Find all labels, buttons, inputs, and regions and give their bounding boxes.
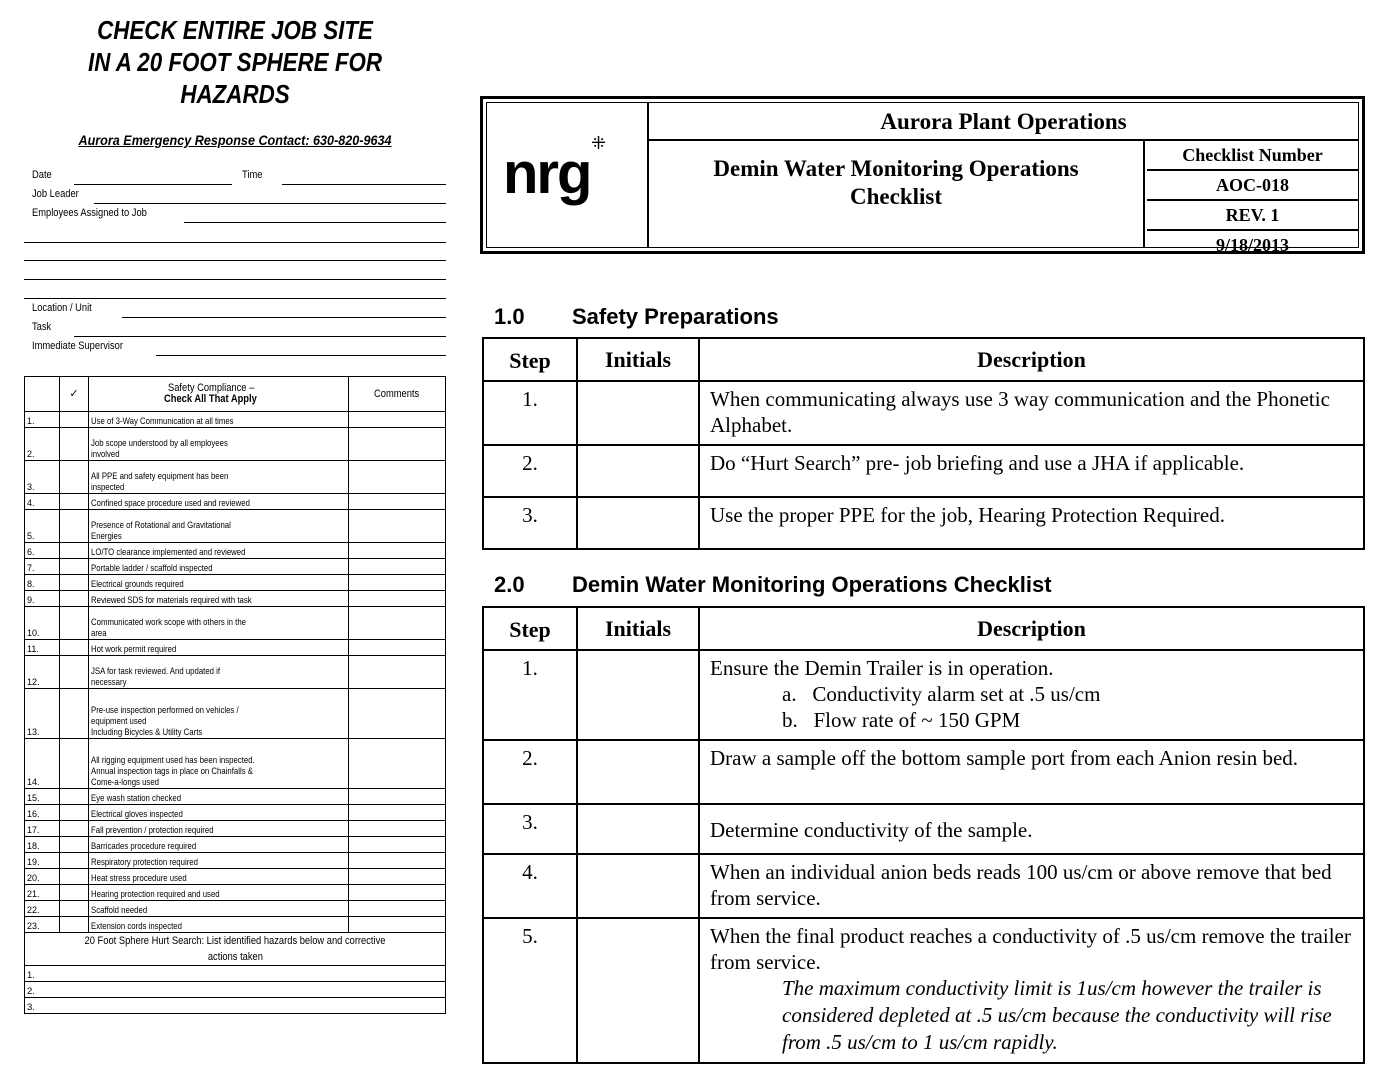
- table-row: 16. Electrical gloves inspected: [25, 805, 446, 821]
- section-1-title: 1.0 Safety Preparations: [494, 304, 779, 329]
- hazard-row[interactable]: 2.: [25, 982, 446, 998]
- location-field[interactable]: [122, 317, 446, 318]
- checkbox[interactable]: [60, 607, 89, 640]
- date-label: Date: [32, 169, 52, 181]
- table-row: 12. JSA for task reviewed. And updated if necessary: [25, 656, 446, 689]
- table-header: [25, 377, 446, 412]
- checklist-number: AOC-018: [1147, 171, 1358, 201]
- checkbox[interactable]: [60, 559, 89, 575]
- checkbox[interactable]: [60, 640, 89, 656]
- initials-cell[interactable]: [577, 740, 699, 804]
- table-row: 15. Eye wash station checked: [25, 789, 446, 805]
- checkbox[interactable]: [60, 656, 89, 689]
- employees-line-4[interactable]: [24, 279, 446, 280]
- checkbox[interactable]: [60, 869, 89, 885]
- document-title: Demin Water Monitoring Operations Checklist: [649, 141, 1145, 247]
- table-row: 3. Determine conductivity of the sample.: [483, 804, 1364, 854]
- revision: REV. 1: [1147, 201, 1358, 231]
- checkbox[interactable]: [60, 853, 89, 869]
- time-field[interactable]: [282, 184, 446, 185]
- checkbox[interactable]: [60, 689, 89, 739]
- comments-header: Comments: [349, 377, 446, 412]
- table-row: 23. Extension cords inspected: [25, 917, 446, 933]
- initials-cell[interactable]: [577, 650, 699, 740]
- comment-cell[interactable]: [349, 805, 446, 821]
- hazard-row[interactable]: 3.: [25, 998, 446, 1014]
- table-row: 10. Communicated work scope with others in the area: [25, 607, 446, 640]
- task-field[interactable]: [74, 336, 446, 337]
- nrg-logo-icon: ⁜: [591, 133, 607, 154]
- hazard-row[interactable]: 1.: [25, 966, 446, 982]
- table-row: 13. Pre-use inspection performed on vehicles / equipment used Including Bicycles & Utility Carts: [25, 689, 446, 739]
- table-row: 14. All rigging equipment used has been inspected. Annual inspection tags in place on Chainfalls & Come-a-longs used: [25, 739, 446, 789]
- safety-compliance-table: [24, 376, 446, 1014]
- nrg-logo: nrg ⁜: [487, 103, 649, 247]
- table-row: 3. All PPE and safety equipment has been inspected: [25, 461, 446, 494]
- table-row: 11. Hot work permit required: [25, 640, 446, 656]
- checklist-number-label: Checklist Number: [1147, 141, 1358, 171]
- checkbox[interactable]: [60, 837, 89, 853]
- checkbox[interactable]: [60, 494, 89, 510]
- comment-cell[interactable]: [349, 917, 446, 933]
- monitoring-operations-table: [482, 606, 1365, 1064]
- table-row: 1. When communicating always use 3 way communication and the Phonetic Alphabet.: [483, 381, 1364, 445]
- checkbox[interactable]: [60, 575, 89, 591]
- plant-name: Aurora Plant Operations: [649, 103, 1358, 141]
- num-header: [25, 377, 60, 412]
- job-leader-label: Job Leader: [32, 188, 79, 200]
- table-row: 7. Portable ladder / scaffold inspected: [25, 559, 446, 575]
- comment-cell[interactable]: [349, 494, 446, 510]
- checkbox[interactable]: [60, 805, 89, 821]
- table-row: 1. Use of 3-Way Communication at all times: [25, 412, 446, 428]
- comment-cell[interactable]: [349, 510, 446, 543]
- table-row: 2. Draw a sample off the bottom sample port from each Anion resin bed.: [483, 740, 1364, 804]
- checkbox[interactable]: [60, 739, 89, 789]
- table-row: 21. Hearing protection required and used: [25, 885, 446, 901]
- table-row: 5. Presence of Rotational and Gravitational Energies: [25, 510, 446, 543]
- employees-field[interactable]: [184, 222, 446, 223]
- table-row: 20. Heat stress procedure used: [25, 869, 446, 885]
- initials-cell[interactable]: [577, 918, 699, 1063]
- employees-line-3[interactable]: [24, 260, 446, 261]
- comment-cell[interactable]: [349, 789, 446, 805]
- supervisor-label: Immediate Supervisor: [32, 340, 123, 352]
- employees-line-5[interactable]: [24, 298, 446, 299]
- location-label: Location / Unit: [32, 302, 92, 314]
- table-row: 2. Job scope understood by all employees involved: [25, 428, 446, 461]
- check-header: ✓: [60, 377, 89, 412]
- initials-cell[interactable]: [577, 497, 699, 549]
- comment-cell[interactable]: [349, 461, 446, 494]
- comment-cell[interactable]: [349, 607, 446, 640]
- employees-line-2[interactable]: [24, 242, 446, 243]
- initials-cell[interactable]: [577, 854, 699, 918]
- document-date: 9/18/2013: [1215, 235, 1289, 255]
- document-meta: [1147, 141, 1358, 255]
- table-row: 2. Do “Hurt Search” pre- job briefing and use a JHA if applicable.: [483, 445, 1364, 497]
- job-leader-field[interactable]: [94, 203, 446, 204]
- table-header: Step Initials Description: [483, 338, 1364, 381]
- comment-cell[interactable]: [349, 885, 446, 901]
- comment-cell[interactable]: [349, 656, 446, 689]
- job-site-form: [24, 14, 446, 1013]
- table-row: 19. Respiratory protection required: [25, 853, 446, 869]
- table-row: 3. Use the proper PPE for the job, Hearing Protection Required.: [483, 497, 1364, 549]
- checkbox[interactable]: [60, 885, 89, 901]
- comment-cell[interactable]: [349, 428, 446, 461]
- emergency-contact: Aurora Emergency Response Contact: 630-820-9634: [78, 132, 392, 148]
- task-label: Task: [32, 321, 52, 333]
- checkbox[interactable]: [60, 789, 89, 805]
- table-row: 22. Scaffold needed: [25, 901, 446, 917]
- checkbox[interactable]: [60, 510, 89, 543]
- checkbox[interactable]: [60, 461, 89, 494]
- employees-label: Employees Assigned to Job: [32, 207, 147, 219]
- form-headline: CHECK ENTIRE JOB SITE IN A 20 FOOT SPHERE FOR HAZARDS: [87, 15, 383, 109]
- table-row: 8. Electrical grounds required: [25, 575, 446, 591]
- comment-cell[interactable]: [349, 591, 446, 607]
- table-row: 4. Confined space procedure used and reviewed: [25, 494, 446, 510]
- comment-cell[interactable]: [349, 837, 446, 853]
- checkbox[interactable]: [60, 543, 89, 559]
- safety-preparations-table: [482, 337, 1365, 550]
- checkbox[interactable]: [60, 901, 89, 917]
- table-row: 4. When an individual anion beds reads 100 us/cm or above remove that bed from service.: [483, 854, 1364, 918]
- comment-cell[interactable]: [349, 412, 446, 428]
- comment-cell[interactable]: [349, 689, 446, 739]
- hurt-search-header: 20 Foot Sphere Hurt Search: List identified hazards below and corrective actions taken: [25, 933, 446, 966]
- table-row: 1. Ensure the Demin Trailer is in operation. a. Conductivity alarm set at .5 us/cm b. Flow rate of ~ 150 GPM: [483, 650, 1364, 740]
- table-row: 9. Reviewed SDS for materials required with task: [25, 591, 446, 607]
- table-header: Step Initials Description: [483, 607, 1364, 650]
- initials-cell[interactable]: [577, 445, 699, 497]
- comment-cell[interactable]: [349, 575, 446, 591]
- supervisor-field[interactable]: [156, 355, 446, 356]
- table-row: 5. When the final product reaches a conductivity of .5 us/cm remove the trailer from service. The maximum conductivity limit is 1us/cm however the trailer is considered depleted at .5 us/cm because the conductivity will rise from .5 us/cm to 1 us/cm rapidly.: [483, 918, 1364, 1063]
- comment-cell[interactable]: [349, 821, 446, 837]
- comment-cell[interactable]: [349, 543, 446, 559]
- date-field[interactable]: [74, 184, 232, 185]
- table-row: 18. Barricades procedure required: [25, 837, 446, 853]
- checkbox[interactable]: [60, 917, 89, 933]
- comment-cell[interactable]: [349, 640, 446, 656]
- document-header: [480, 96, 1365, 254]
- checkbox[interactable]: [60, 591, 89, 607]
- checkbox[interactable]: [60, 412, 89, 428]
- comment-cell[interactable]: [349, 869, 446, 885]
- section-2-title: 2.0 Demin Water Monitoring Operations Checklist: [494, 572, 1052, 597]
- comment-cell[interactable]: [349, 739, 446, 789]
- table-row: 17. Fall prevention / protection required: [25, 821, 446, 837]
- comment-cell[interactable]: [349, 559, 446, 575]
- compliance-header: Safety Compliance – Check All That Apply: [89, 377, 349, 412]
- initials-cell[interactable]: [577, 804, 699, 854]
- table-row: 6. LO/TO clearance implemented and reviewed: [25, 543, 446, 559]
- time-label: Time: [242, 169, 263, 181]
- comment-cell[interactable]: [349, 901, 446, 917]
- checkbox[interactable]: [60, 821, 89, 837]
- comment-cell[interactable]: [349, 853, 446, 869]
- initials-cell[interactable]: [577, 381, 699, 445]
- checkbox[interactable]: [60, 428, 89, 461]
